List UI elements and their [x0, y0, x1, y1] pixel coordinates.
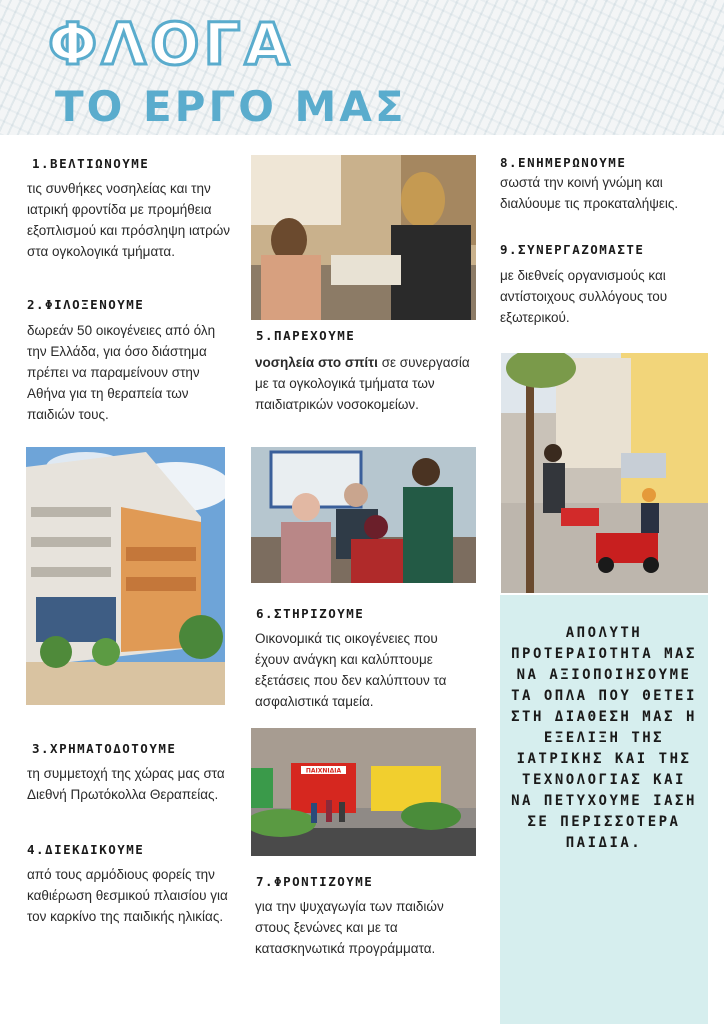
- section-4-text: από τους αρμόδιους φορείς την καθιέρωση θεσμικού πλαισίου για τον καρκίνο της παιδικής ηλικίας.: [27, 867, 228, 924]
- section-6-heading: 6.ΣΤΗΡΙΖΟΥΜΕ: [256, 606, 365, 621]
- page-subtitle: ΤΟ ΕΡΓΟ ΜΑΣ: [55, 82, 407, 131]
- section-5-rest: σε συνεργασία με τα ογκολογικά τμήματα των παιδιατρικών νοσοκομείων.: [255, 355, 470, 412]
- section-6-text: Οικονομικά τις οικογένειες που έχουν ανάγκη και καλύπτουμε εξετάσεις που δεν καλύπτουν τα ασφαλιστικά ταμεία.: [255, 631, 447, 709]
- section-2-text: δωρεάν 50 οικογένειες από όλη την Ελλάδα, για όσο διάστημα πρέπει να παραμείνουν στην Αθήνα για τη θεραπεία των παιδιών τους.: [27, 323, 216, 422]
- section-5-heading: 5.ΠΑΡΕΧΟΥΜΕ: [256, 328, 356, 343]
- section-7-text: για την ψυχαγωγία των παιδιών στους ξενώνες και με τα κατασκηνωτικά προγράμματα.: [255, 899, 444, 956]
- header-banner: [0, 0, 724, 135]
- kids-cars-photo: [501, 353, 708, 593]
- section-8-heading: 8.ΕΝΗΜΕΡΩΝΟΥΜΕ: [500, 155, 627, 170]
- shop-sign-text: ΠΑΙΧΝΙΔΙΑ: [305, 767, 342, 775]
- building-photo: [26, 447, 225, 705]
- priority-panel: [500, 595, 708, 1024]
- section-3-text: τη συμμετοχή της χώρας μας στα Διεθνή Πρωτόκολλα Θεραπείας.: [27, 766, 225, 802]
- section-5-text: [255, 352, 470, 415]
- section-1-heading: 1.ΒΕΛΤΙΩΝΟΥΜΕ: [32, 156, 150, 171]
- toy-shop-photo: [251, 728, 476, 856]
- section-9-text: με διεθνείς οργανισμούς και αντίστοιχους συλλόγους του εξωτερικού.: [500, 268, 668, 325]
- home-care-photo: [251, 155, 476, 320]
- page-title: ΦΛΟΓΑ: [48, 10, 294, 78]
- priority-statement: ΑΠΟΛΥΤΗ ΠΡΟΤΕΡΑΙΟΤΗΤΑ ΜΑΣ ΝΑ ΑΞΙΟΠΟΙΗΣΟΥΜΕ ΤΑ ΟΠΛΑ ΠΟΥ ΘΕΤΕΙ ΣΤΗ ΔΙΑΘΕΣΗ ΜΑΣ Η ΕΞΕΛΙΞΗ ΤΗΣ ΙΑΤΡΙΚΗΣ ΚΑΙ ΤΗΣ ΤΕΧΝΟΛΟΓΙΑΣ ΚΑΙ ΝΑ ΠΕΤΥΧΟΥΜΕ ΙΑΣΗ ΣΕ ΠΕΡΙΣΣΟΤΕΡΑ ΠΑΙΔΙΑ.: [511, 625, 697, 851]
- section-3-heading: 3.ΧΡΗΜΑΤΟΔΟΤΟΥΜΕ: [32, 741, 177, 756]
- section-8-text: σωστά την κοινή γνώμη και διαλύουμε τις προκαταλήψεις.: [500, 175, 679, 211]
- families-photo: [251, 447, 476, 583]
- section-9-heading: 9.ΣΥΝΕΡΓΑΖΟΜΑΣΤΕ: [500, 242, 645, 257]
- section-4-heading: 4.ΔΙΕΚΔΙΚΟΥΜΕ: [27, 842, 145, 857]
- section-5-bold: νοσηλεία στο σπίτι: [255, 355, 378, 370]
- section-7-heading: 7.ΦΡΟΝΤΙΖΟΥΜΕ: [256, 874, 374, 889]
- section-2-heading: 2.ΦΙΛΟΞΕΝΟΥΜΕ: [27, 297, 145, 312]
- section-1-text: τις συνθήκες νοσηλείας και την ιατρική φροντίδα με προμήθεια εξοπλισμού και πρόσληψη ιατρών στα ογκολογικά τμήματα.: [27, 181, 231, 259]
